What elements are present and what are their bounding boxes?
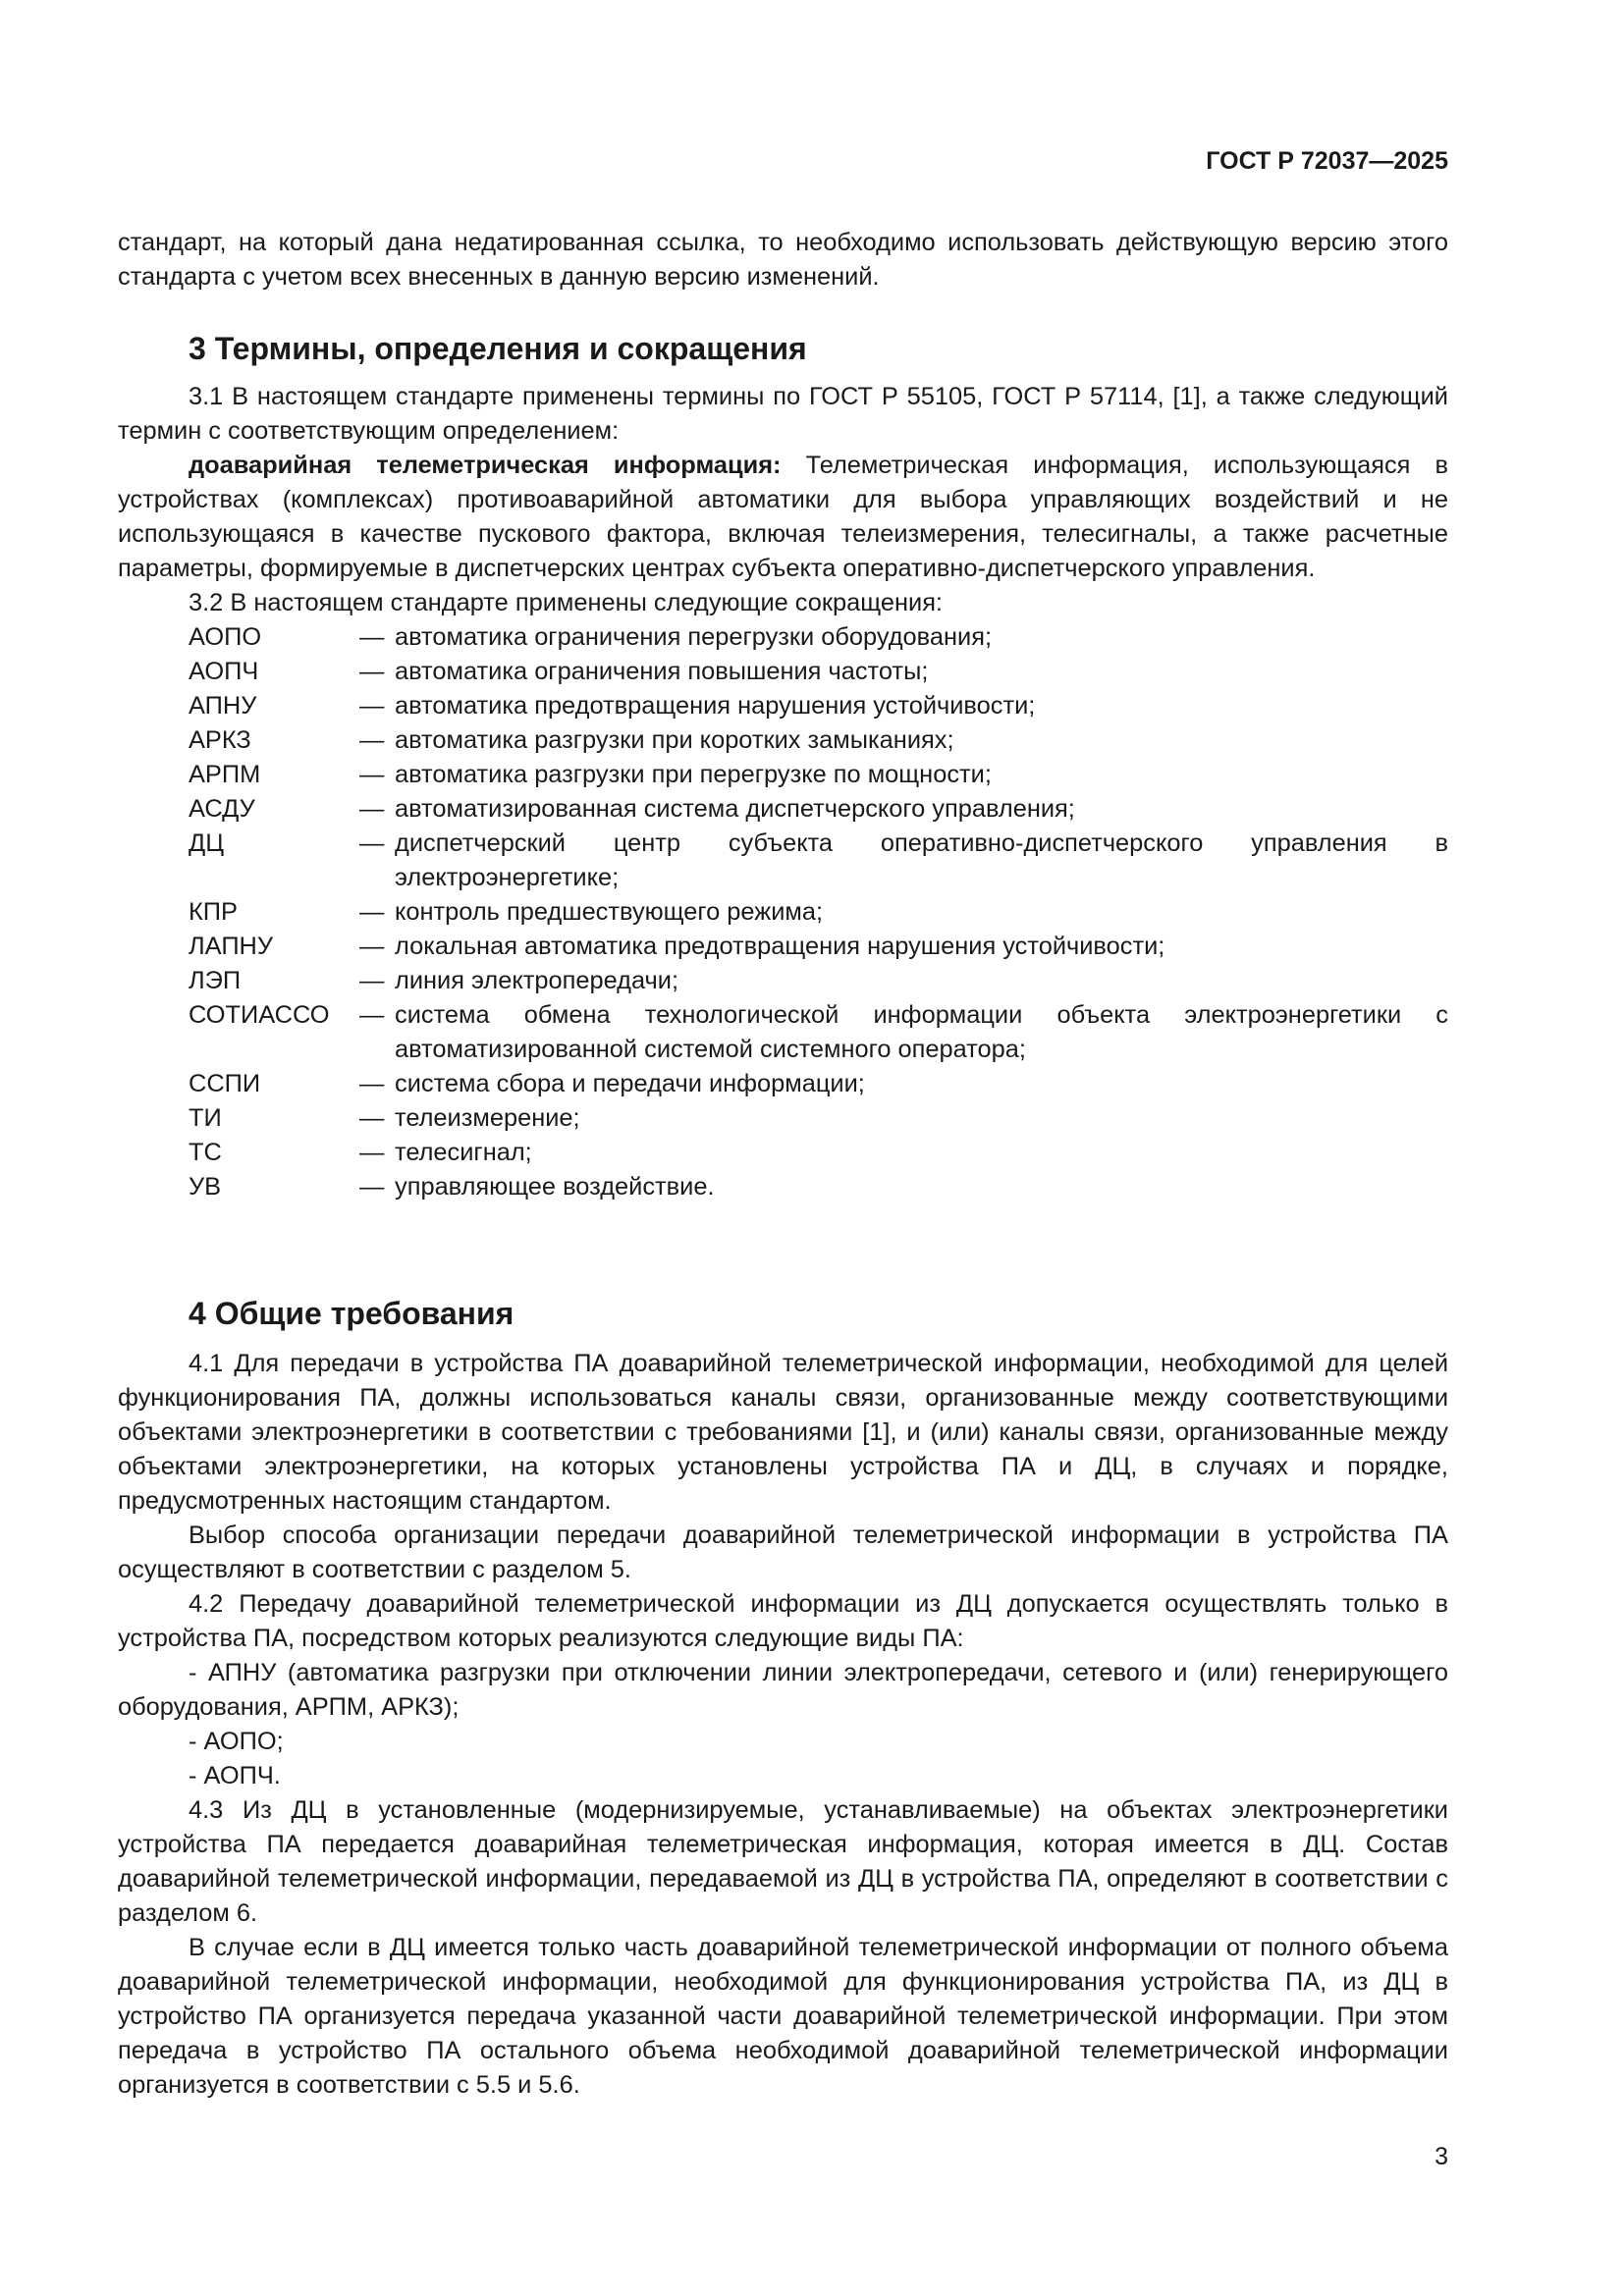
- list-item: - АОПО;: [189, 1728, 284, 1755]
- abbreviation-dash: —: [359, 1070, 385, 1097]
- section-3-title: 3 Термины, определения и сокращения: [189, 331, 807, 366]
- table-row: [189, 689, 1448, 723]
- abbreviation-dash: —: [359, 658, 385, 685]
- table-row: [189, 930, 1448, 964]
- abbreviation-dash: —: [359, 1104, 385, 1132]
- list-item: - АОПЧ.: [189, 1762, 281, 1789]
- abbreviation-code: ДЦ: [189, 829, 224, 857]
- abbreviation-definition: автоматика ограничения перегрузки оборудования;: [395, 623, 993, 651]
- table-row: [189, 1067, 1448, 1101]
- abbreviation-definition: локальная автоматика предотвращения нарушения устойчивости;: [395, 933, 1165, 960]
- paragraph-4-3: 4.3 Из ДЦ в установленные (модернизируемые, устанавливаемые) на объектах электроэнергетики устройства ПА передается доаварийная телеметрическая информация, которая имеется в ДЦ. Состав доаварийной телеметрической информации, передаваемой из ДЦ в устройства ПА, определяют в соответствии с разделом 6.: [118, 1796, 1448, 1927]
- paragraph-4-3-b: В случае если в ДЦ имеется только часть доаварийной телеметрической информации от полного объема доаварийной телеметрической информации, необходимой для функционирования устройства ПА, из ДЦ в устройство ПА организуется передача указанной части доаварийной телеметрической информации. При этом передача в устройство ПА остального объема необходимой доаварийной телеметрической информации организуется в соответствии с 5.5 и 5.6.: [118, 1934, 1448, 2099]
- intro-paragraph-block: [118, 226, 1448, 294]
- abbreviation-definition: система обмена технологической информации объекта электроэнергетики с автоматизированной системой системного оператора;: [395, 1001, 1448, 1063]
- abbreviation-definition: диспетчерский центр субъекта оперативно-диспетчерского управления в электроэнергетике;: [395, 829, 1448, 891]
- table-row: [189, 1170, 1448, 1204]
- abbreviation-dash: —: [359, 1173, 385, 1201]
- table-row: [189, 792, 1448, 827]
- abbreviation-definition: автоматика разгрузки при коротких замыканиях;: [395, 726, 954, 754]
- abbreviation-definition: автоматика предотвращения нарушения устойчивости;: [395, 692, 1036, 720]
- abbreviation-code: АСДУ: [189, 795, 255, 823]
- abbreviation-code: СОТИАССО: [189, 1001, 330, 1029]
- abbreviation-code: ЛЭП: [189, 967, 242, 994]
- abbreviation-dash: —: [359, 1139, 385, 1166]
- abbreviation-code: АПНУ: [189, 692, 257, 720]
- table-row: [189, 827, 1448, 895]
- abbreviation-code: АОПО: [189, 623, 262, 651]
- abbreviation-code: АОПЧ: [189, 658, 259, 685]
- abbreviation-definition: автоматика разгрузки при перегрузке по мощности;: [395, 761, 992, 788]
- abbreviations-table: [189, 620, 1448, 1204]
- abbreviation-definition: линия электропередачи;: [395, 967, 679, 994]
- abbreviation-code: АРПМ: [189, 761, 261, 788]
- table-row: [189, 895, 1448, 930]
- table-row: [189, 655, 1448, 689]
- abbreviation-definition: контроль предшествующего режима;: [395, 898, 824, 926]
- table-row: [189, 998, 1448, 1067]
- table-row: [189, 1136, 1448, 1170]
- abbreviation-dash: —: [359, 726, 385, 754]
- abbreviation-code: ТИ: [189, 1104, 222, 1132]
- abbreviation-code: УВ: [189, 1173, 222, 1201]
- abbreviation-dash: —: [359, 1001, 385, 1029]
- abbreviation-definition: система сбора и передачи информации;: [395, 1070, 865, 1097]
- abbreviation-code: АРКЗ: [189, 726, 251, 754]
- document-code-header: ГОСТ Р 72037—2025: [1206, 147, 1448, 175]
- term-definition-text: Телеметрическая информация, использующаяся в устройствах (комплексах) противоаварийной автоматики для выбора управляющих воздействий и не использующаяся в качестве пускового фактора, включая телеизмерения, телесигналы, а также расчетные параметры, формируемые в диспетчерских центрах субъекта оперативно-диспетчерского управления.: [118, 452, 1449, 582]
- table-row: [189, 723, 1448, 758]
- page-number: 3: [1435, 2143, 1448, 2170]
- abbreviation-definition: автоматизированная система диспетчерского управления;: [395, 795, 1075, 823]
- paragraph-3-1: 3.1 В настоящем стандарте применены термины по ГОСТ Р 55105, ГОСТ Р 57114, [1], а также следующий термин с соответствующим определением:: [118, 383, 1448, 445]
- abbreviation-dash: —: [359, 795, 385, 823]
- section-4-title: 4 Общие требования: [189, 1296, 514, 1331]
- abbreviation-dash: —: [359, 761, 385, 788]
- paragraph-4-2: 4.2 Передачу доаварийной телеметрической информации из ДЦ допускается осуществлять только в устройства ПА, посредством которых реализуются следующие виды ПА:: [118, 1590, 1448, 1652]
- list-item: - АПНУ (автоматика разгрузки при отключении линии электропередачи, сетевого и (или) генерирующего оборудования, АРПМ, АРКЗ);: [118, 1659, 1448, 1721]
- abbreviation-dash: —: [359, 623, 385, 651]
- term-name: доаварийная телеметрическая информация:: [189, 452, 782, 479]
- abbreviation-code: ССПИ: [189, 1070, 261, 1097]
- table-row: [189, 620, 1448, 655]
- abbreviation-definition: автоматика ограничения повышения частоты;: [395, 658, 929, 685]
- paragraph-4-1: 4.1 Для передачи в устройства ПА доаварийной телеметрической информации, необходимой для целей функционирования ПА, должны использоваться каналы связи, организованные между соответствующими объектами электроэнергетики в соответствии с требованиями [1], и (или) каналы связи, организованные между объектами электроэнергетики, на которых установлены устройства ПА и ДЦ, в случаях и порядке, предусмотренных настоящим стандартом.: [118, 1350, 1448, 1515]
- abbreviation-definition: телесигнал;: [395, 1139, 532, 1166]
- abbreviation-code: ТС: [189, 1139, 222, 1166]
- abbreviation-dash: —: [359, 933, 385, 960]
- intro-paragraph: стандарт, на который дана недатированная ссылка, то необходимо использовать действующую версию этого стандарта с учетом всех внесенных в данную версию изменений.: [118, 229, 1448, 291]
- abbreviation-definition: телеизмерение;: [395, 1104, 580, 1132]
- section-4: [118, 1294, 1448, 2103]
- paragraph-4-1-b: Выбор способа организации передачи доаварийной телеметрической информации в устройства ПА осуществляют в соответствии с разделом 5.: [118, 1522, 1448, 1583]
- abbreviation-code: КПР: [189, 898, 238, 926]
- abbreviation-dash: —: [359, 967, 385, 994]
- term-definition: [118, 449, 1448, 586]
- abbreviation-code: ЛАПНУ: [189, 933, 274, 960]
- abbreviation-definition: управляющее воздействие.: [395, 1173, 715, 1201]
- abbreviation-dash: —: [359, 898, 385, 926]
- abbreviation-dash: —: [359, 829, 385, 857]
- abbreviation-dash: —: [359, 692, 385, 720]
- table-row: [189, 1101, 1448, 1136]
- table-row: [189, 964, 1448, 998]
- section-3: [118, 329, 1448, 1204]
- paragraph-3-2: 3.2 В настоящем стандарте применены следующие сокращения:: [189, 589, 943, 616]
- table-row: [189, 758, 1448, 792]
